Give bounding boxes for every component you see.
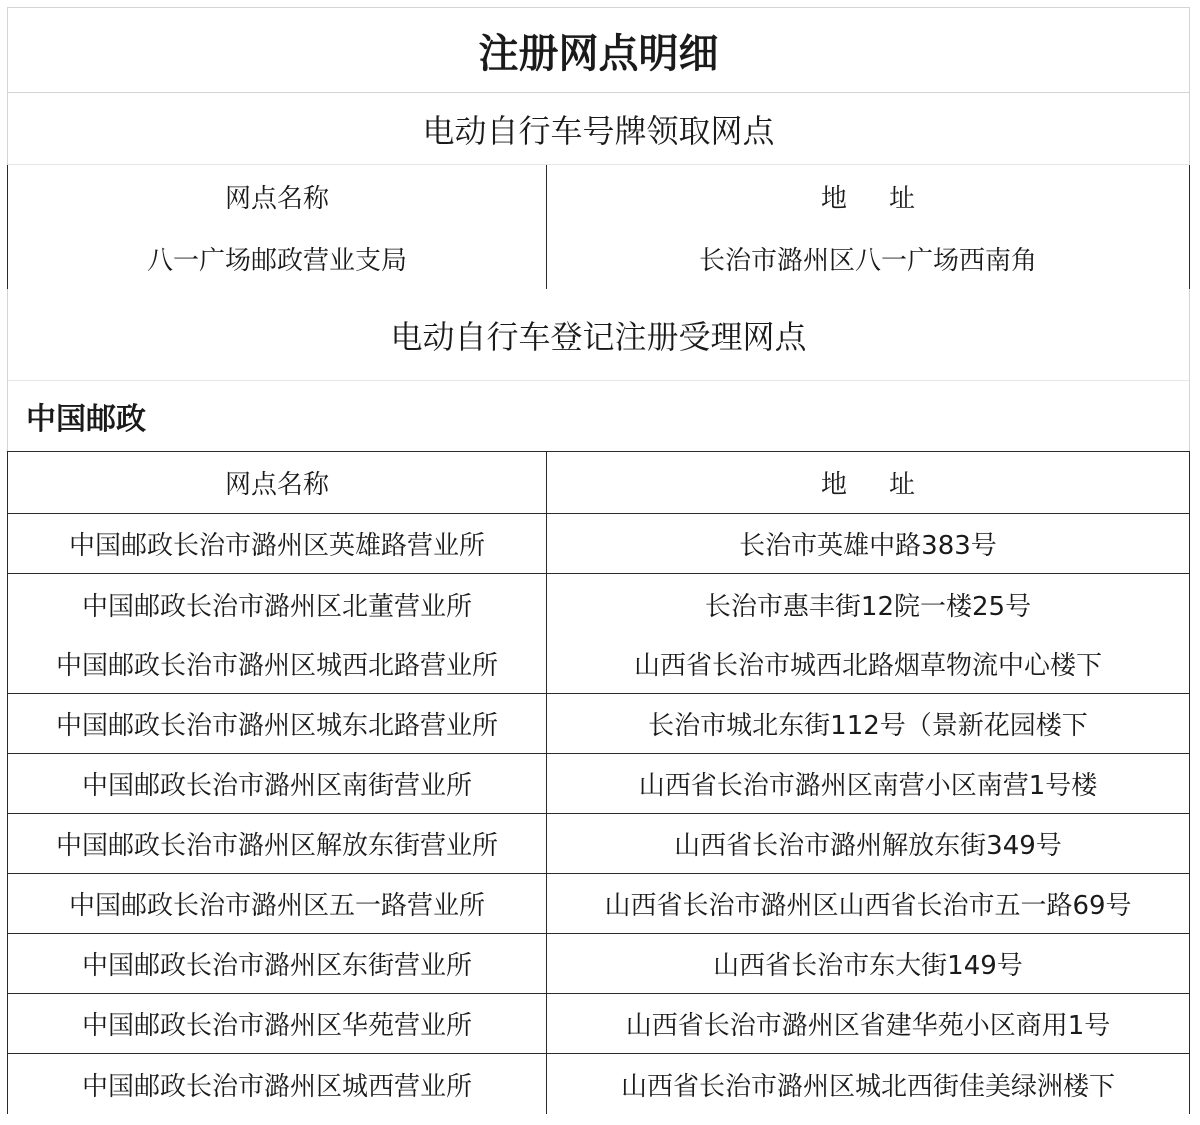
outlet-address: 长治市城北东街112号（景新花园楼下: [547, 694, 1190, 754]
section2-header-row: [7, 451, 1190, 514]
outlet-address: 山西省长治市东大街149号: [547, 934, 1190, 994]
group-heading-china-post: 中国邮政: [7, 381, 1190, 451]
outlet-address: 长治市潞州区八一广场西南角: [547, 227, 1190, 289]
outlet-name: 中国邮政长治市潞州区北董营业所: [7, 574, 547, 634]
page-title: 注册网点明细: [7, 7, 1190, 93]
table-row: [7, 694, 1190, 754]
table-row: [7, 754, 1190, 814]
column-header-address-char2: 址: [889, 183, 916, 214]
outlet-name: 中国邮政长治市潞州区城西北路营业所: [7, 634, 547, 694]
outlet-address: 山西省长治市潞州区南营小区南营1号楼: [547, 754, 1190, 814]
outlet-name: 中国邮政长治市潞州区五一路营业所: [7, 874, 547, 934]
table-row: [7, 1054, 1190, 1114]
outlet-address: 山西省长治市城西北路烟草物流中心楼下: [547, 634, 1190, 694]
column-header-address-char1: 地: [820, 183, 847, 214]
column-header-address: [547, 451, 1190, 514]
outlet-address: 山西省长治市潞州解放东街349号: [547, 814, 1190, 874]
column-header-name: 网点名称: [7, 451, 547, 514]
outlet-address: 山西省长治市潞州区省建华苑小区商用1号: [547, 994, 1190, 1054]
table-row: [7, 934, 1190, 994]
outlet-name: 中国邮政长治市潞州区城东北路营业所: [7, 694, 547, 754]
section1-header-row: [7, 165, 1190, 227]
outlet-name: 中国邮政长治市潞州区城西营业所: [7, 1054, 547, 1114]
column-header-name: 网点名称: [7, 165, 547, 227]
column-header-address-char1: 地: [820, 470, 847, 500]
outlet-name: 中国邮政长治市潞州区东街营业所: [7, 934, 547, 994]
outlet-name: 中国邮政长治市潞州区英雄路营业所: [7, 514, 547, 574]
section-heading-plate-pickup: 电动自行车号牌领取网点: [7, 93, 1190, 165]
section1-data-row: [7, 227, 1190, 289]
table-row: [7, 814, 1190, 874]
outlet-name: 八一广场邮政营业支局: [7, 227, 547, 289]
outlet-address: 长治市惠丰街12院一楼25号: [547, 574, 1190, 634]
table-row: [7, 994, 1190, 1054]
table-row: [7, 874, 1190, 934]
outlet-name: 中国邮政长治市潞州区华苑营业所: [7, 994, 547, 1054]
outlet-name: 中国邮政长治市潞州区解放东街营业所: [7, 814, 547, 874]
outlet-name: 中国邮政长治市潞州区南街营业所: [7, 754, 547, 814]
table-row: [7, 634, 1190, 694]
outlet-address: 山西省长治市潞州区山西省长治市五一路69号: [547, 874, 1190, 934]
table-row: [7, 514, 1190, 574]
column-header-address: [547, 165, 1190, 227]
column-header-address-char2: 址: [889, 470, 916, 500]
outlet-address: 山西省长治市潞州区城北西街佳美绿洲楼下: [547, 1054, 1190, 1114]
outlet-address: 长治市英雄中路383号: [547, 514, 1190, 574]
table-row: [7, 574, 1190, 634]
section-heading-registration: 电动自行车登记注册受理网点: [7, 289, 1190, 381]
